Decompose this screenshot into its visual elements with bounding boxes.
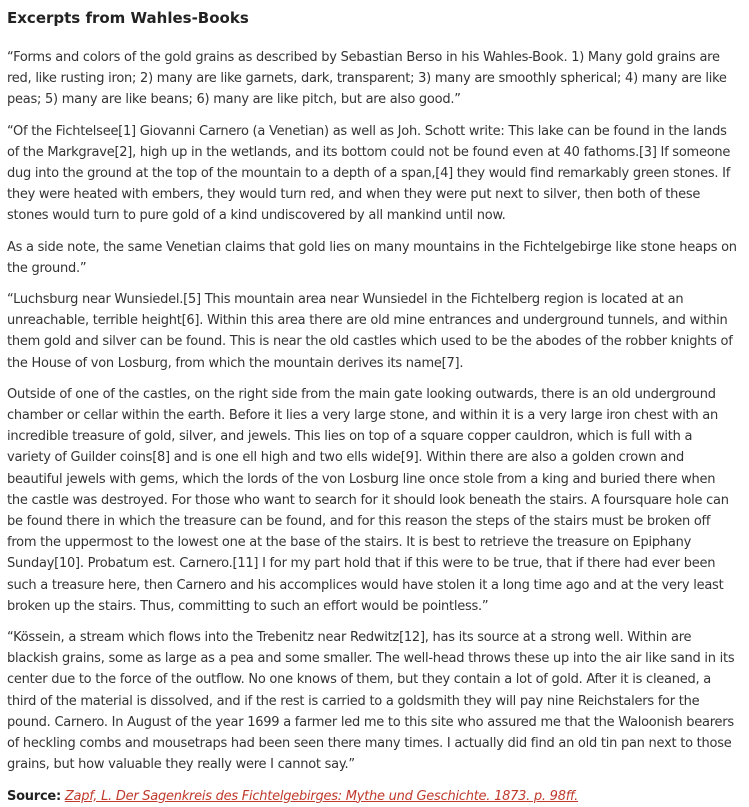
paragraph-fichtelsee: “Of the Fichtelsee[1] Giovanni Carnero (a Venetian) as well as Joh. Schott write: This lake can be found in the lands of the Markgrave[2], high up in the wetlands, and its bottom could not be found even at 40 fathoms.[3] If someone dug into the ground at the top of the mountain to a depth of a span,[4] they would find remarkably green stones. If they were heated with embers, they would turn red, and when they were put next to silver, then both of these stones would turn to pure gold of a kind undiscovered by all mankind until now. bbox=[7, 123, 731, 224]
paragraph-luchsburg: “Luchsburg near Wunsiedel.[5] This mountain area near Wunsiedel in the Fichtelberg region is located at an unreachable, terrible height[6]. Within this area there are old mine entrances and underground tunnels, and within them gold and silver can be found. This is near the old castles which used to be the abodes of the robber knights of the House of von Losburg, from which the mountain derives its name[7]. bbox=[7, 292, 733, 371]
paragraph-castle-treasure: Outside of one of the castles, on the right side from the main gate looking outwards, there is an old underground chamber or cellar within the earth. Before it lies a very large stone, and within it is a very large iron chest with an incredible treasure of gold, silver, and jewels. This lies on top of a square copper cauldron, which is full with a variety of Guilder coins[8] and is one ell high and two ells wide[9]. Within there are also a golden crown and beautiful jewels with gems, which the lords of the von Losburg line once stole from a king and buried there when the castle was destroyed. For those who want to search for it should look beneath the stairs. A foursquare hole can be found there in which the treasure can be found, and for this reason the steps of the stairs must be broken off from the uppermost to the lowest one at the base of the stairs. It is best to retrieve the treasure on Epiphany Sunday[10]. Probatum est. Carnero.[11] I for my part hold that if this were to be true, that if there had ever been such a treasure here, then Carnero and his accomplices would have stolen it a long time ago and at the very least broken up the stairs. Thus, committing to such an effort would be pointless.” bbox=[7, 386, 729, 614]
page-title: Excerpts from Wahles-Books bbox=[7, 9, 249, 27]
paragraph-side-note: As a side note, the same Venetian claims that gold lies on many mountains in the Fichtelgebirge like stone heaps on the ground.” bbox=[7, 239, 737, 276]
paragraph-koessein: “Kössein, a stream which flows into the Trebenitz near Redwitz[12], has its source at a strong well. Within are blackish grains, some as large as a pea and some smaller. The well-head throws these up into the air like sand in its center due to the force of the outflow. No one knows of them, but they contain a lot of gold. After it is cleaned, a third of the material is dissolved, and if the rest is carried to a goldsmith they will pay nine Reichstalers for the pound. Carnero. In August of the year 1699 a farmer led me to this site who assured me that the Waloonish bearers of heckling combs and mousetraps had been seen there many times. I actually did find an old tin pan next to those grains, but how valuable they really were I cannot say.” bbox=[7, 630, 735, 773]
source-line bbox=[7, 786, 739, 807]
source-link[interactable] bbox=[65, 789, 578, 804]
paragraph-gold-grains: “Forms and colors of the gold grains as described by Sebastian Berso in his Wahles-Book. 1) Many gold grains are red, like rusting iron; 2) many are like garnets, dark, transparent; 3) many are smoothly spherical; 4) many are like peas; 5) many are like beans; 6) many are like pitch, but are also good.” bbox=[7, 50, 727, 108]
source-link-text: Zapf, L. Der Sagenkreis des Fichtelgebirges: Mythe und Geschichte. 1873. p. 98ff. bbox=[64, 788, 579, 804]
source-label: Source: bbox=[7, 788, 61, 804]
